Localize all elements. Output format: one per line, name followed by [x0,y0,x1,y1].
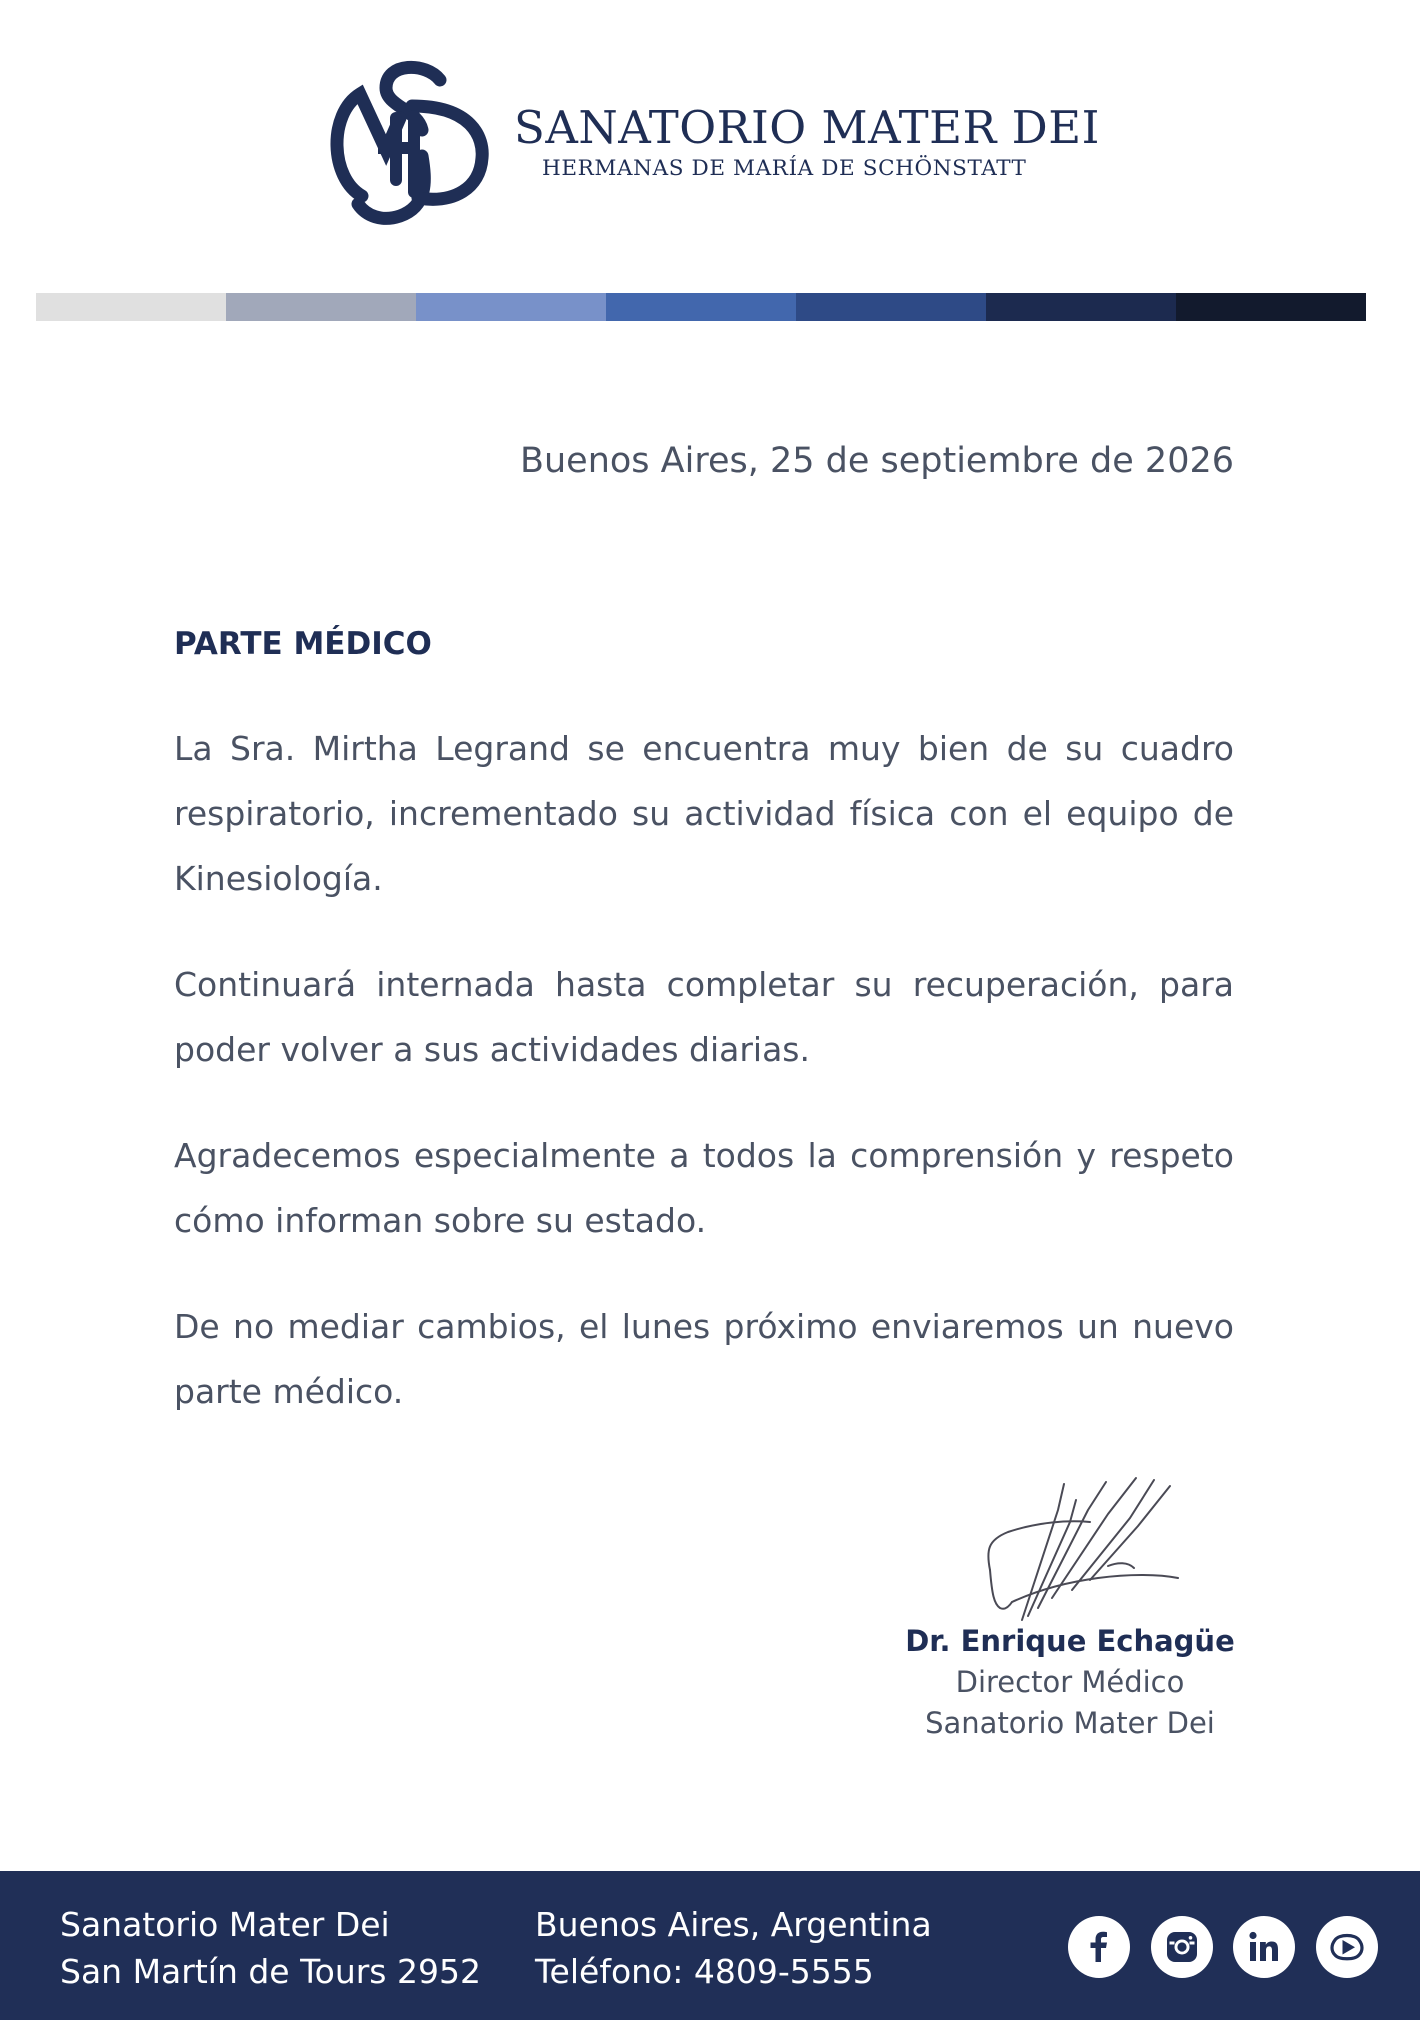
brand-subtitle: HERMANAS DE MARÍA DE SCHÖNSTATT [542,156,1027,181]
facebook-icon[interactable] [1068,1916,1130,1978]
stripe-segment [36,293,226,321]
stripe-segment [226,293,416,321]
paragraph: De no mediar cambios, el lunes próximo enviaremos un nuevo parte médico. [174,1307,1234,1411]
footer-city: Buenos Aires, Argentina [535,1905,932,1944]
footer-street: San Martín de Tours 2952 [60,1952,481,1991]
stripe-segment [1176,293,1366,321]
date-line: Buenos Aires, 25 de septiembre de 2026 [519,441,1234,481]
footer-phone: Teléfono: 4809-5555 [535,1952,874,1991]
footer-address [60,1901,481,1995]
paragraph: La Sra. Mirtha Legrand se encuentra muy bien de su cuadro respiratorio, incrementado su actividad física con el equipo de Kinesiología. [174,729,1234,898]
footer [0,1871,1420,2020]
signer-name: Dr. Enrique Echagüe [905,1624,1235,1658]
footer-org-name: Sanatorio Mater Dei [60,1905,390,1944]
signer-block [860,1620,1280,1744]
footer-contact [535,1901,932,1995]
handwritten-signature [978,1470,1196,1630]
paragraph: Agradecemos especialmente a todos la comprensión y respeto cómo informan sobre su estado. [174,1136,1234,1240]
signer-role: Director Médico [955,1665,1185,1699]
msd-logo-icon [322,58,492,228]
linkedin-icon[interactable] [1233,1916,1295,1978]
letterhead [0,0,1420,270]
stripe-segment [416,293,606,321]
stripe-segment [606,293,796,321]
instagram-icon[interactable] [1151,1916,1213,1978]
signer-organization: Sanatorio Mater Dei [925,1706,1215,1740]
brand-name: SANATORIO MATER DEI [514,101,1100,154]
stripe-segment [796,293,986,321]
document-title: PARTE MÉDICO [174,626,432,662]
color-stripe [36,293,1366,321]
youtube-icon[interactable] [1316,1916,1378,1978]
stripe-segment [986,293,1176,321]
paragraph: Continuará internada hasta completar su recuperación, para poder volver a sus actividades diarias. [174,965,1234,1069]
social-links [1068,1916,1378,1978]
